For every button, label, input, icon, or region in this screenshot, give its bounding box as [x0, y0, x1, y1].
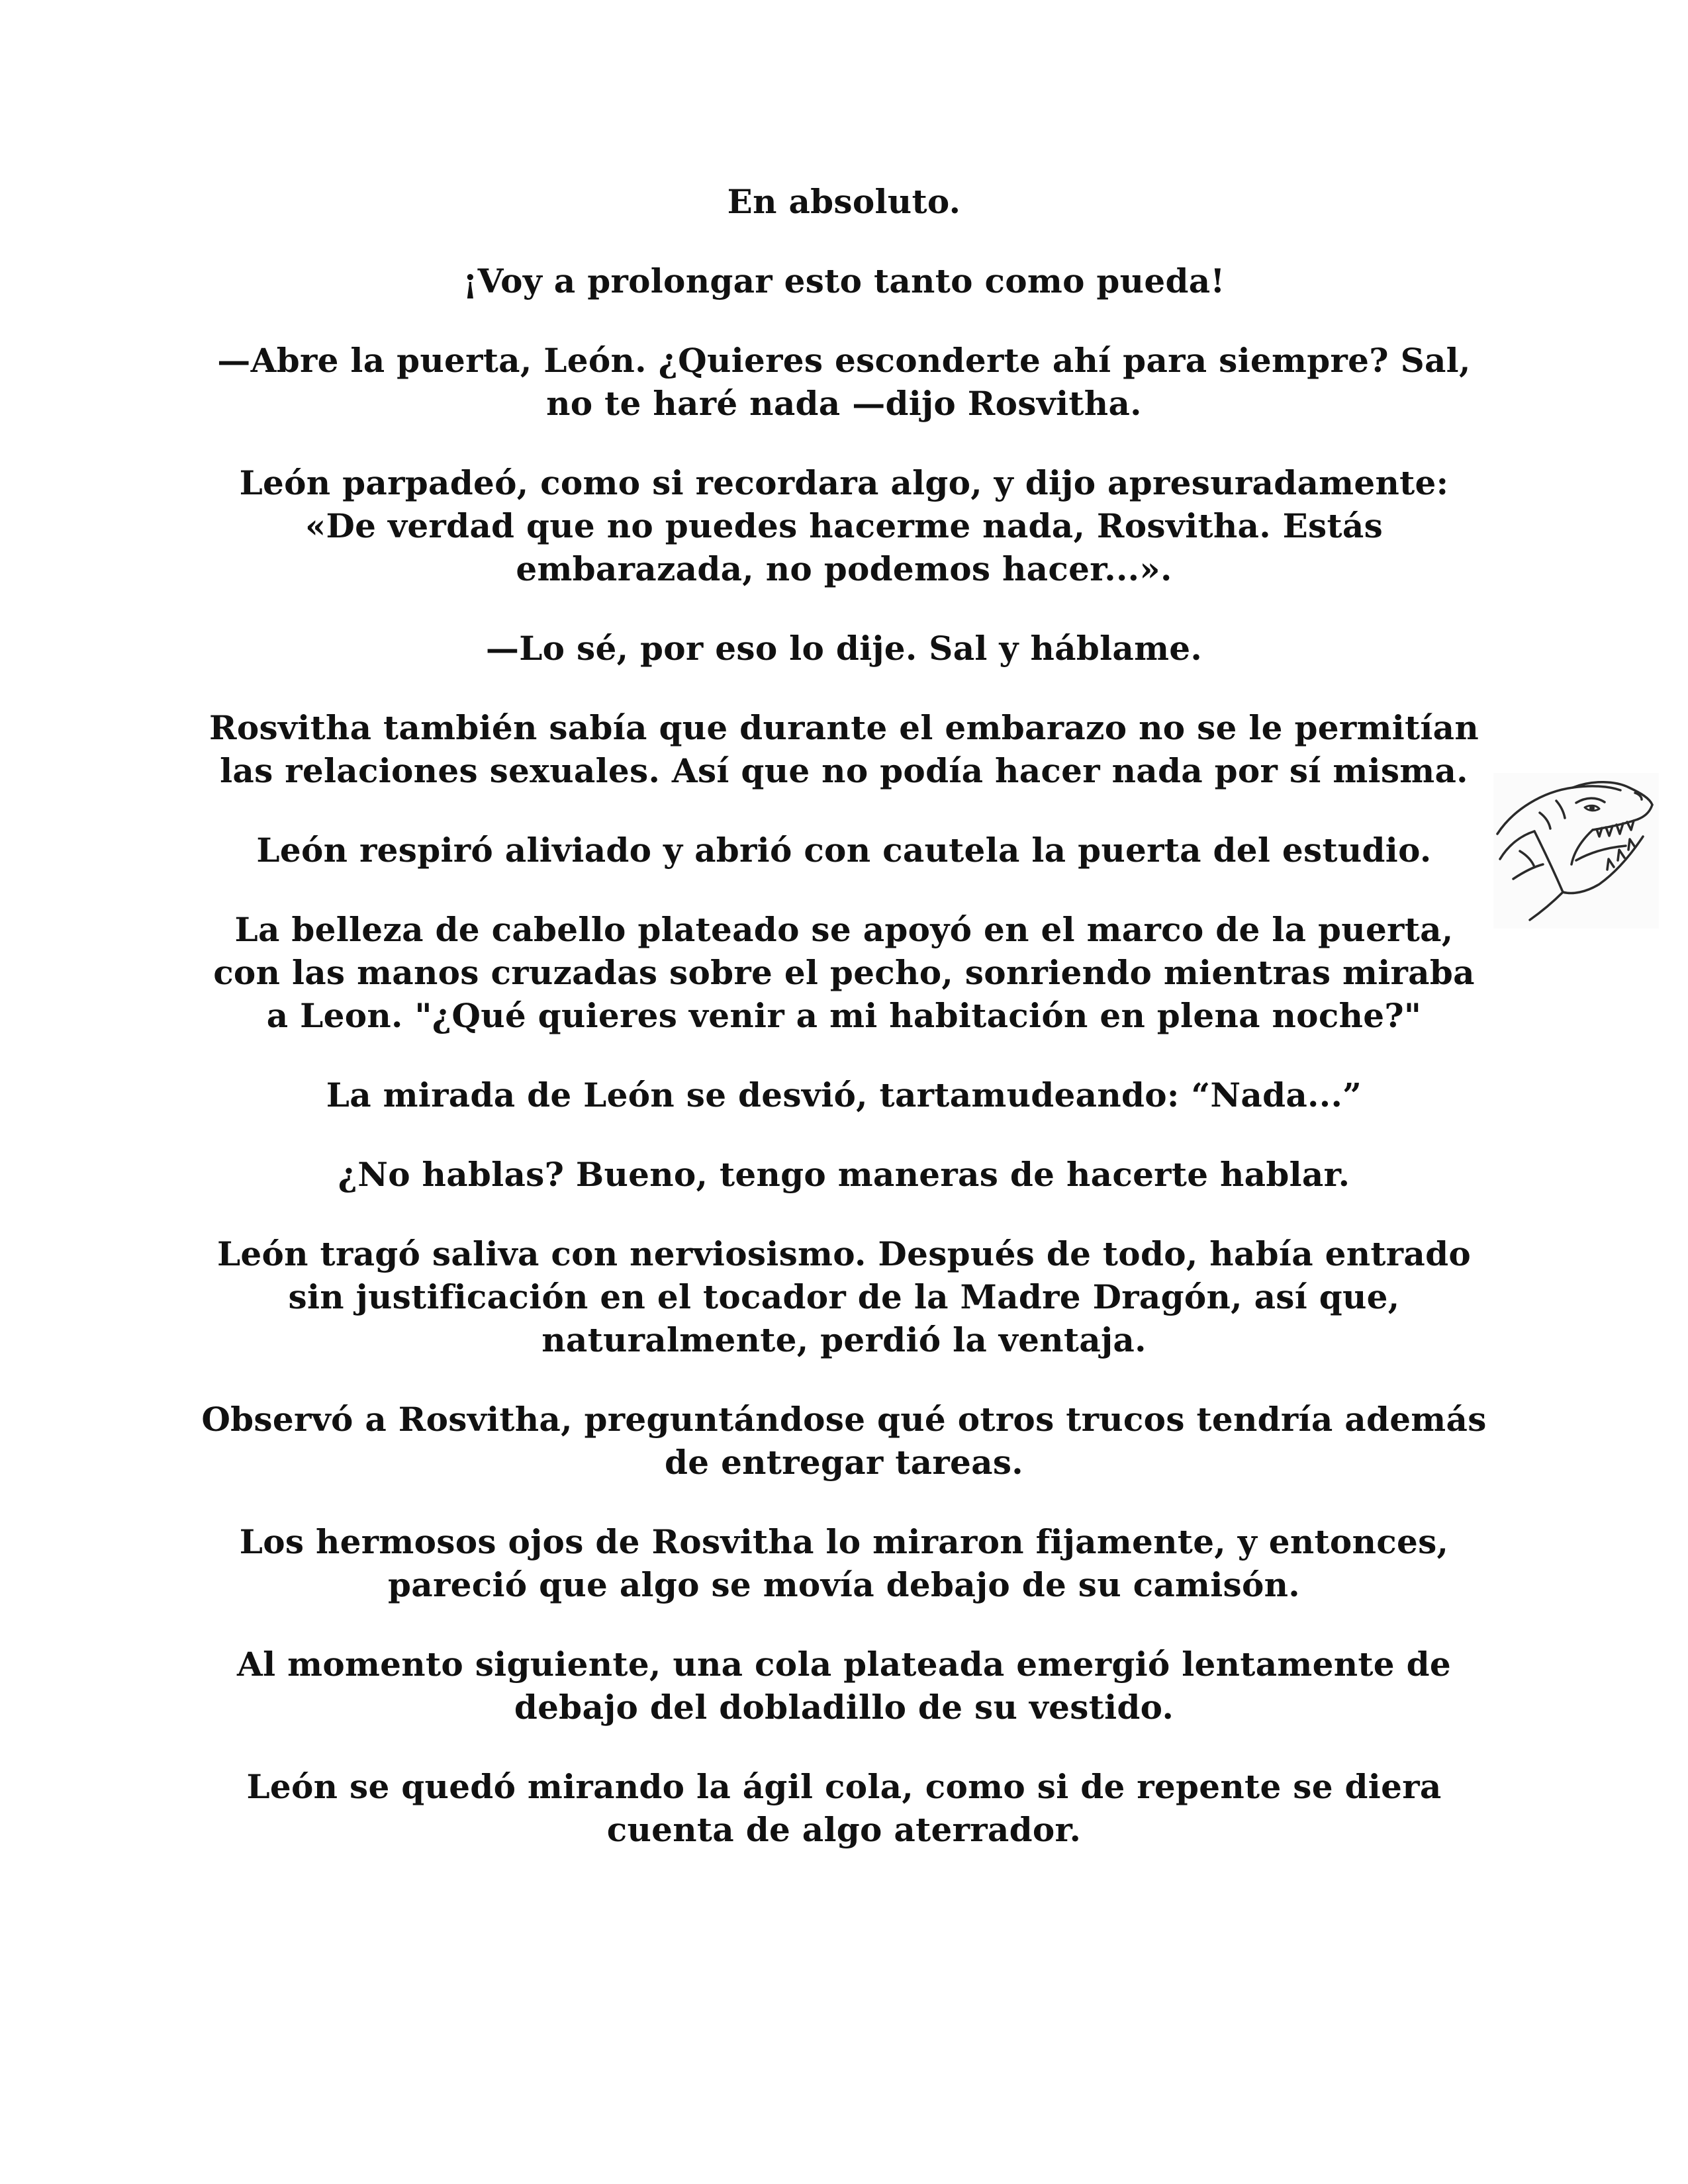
paragraph-13: Los hermosos ojos de Rosvitha lo miraron fijamente, y entonces, pareció que algo se movía debajo de su camisón.: [239, 1522, 1449, 1604]
paragraph-14: Al momento siguiente, una cola plateada emergió lentamente de debajo del dobladillo de su vestido.: [237, 1645, 1451, 1727]
paragraph-4: León parpadeó, como si recordara algo, y dijo apresuradamente: «De verdad que no puedes hacerme nada, Rosvitha. Estás embarazada, no podemos hacer...».: [239, 463, 1449, 588]
paragraph-1: En absoluto.: [727, 182, 961, 221]
story-text: [199, 180, 1489, 1888]
paragraph-12: Observó a Rosvitha, preguntándose qué otros trucos tendría además de entregar tareas.: [201, 1400, 1487, 1482]
paragraph-2: ¡Voy a prolongar esto tanto como pueda!: [463, 261, 1225, 300]
paragraph-3: —Abre la puerta, León. ¿Quieres esconderte ahí para siempre? Sal, no te haré nada —dijo Rosvitha.: [217, 341, 1471, 423]
paragraph-11: León tragó saliva con nerviosismo. Después de todo, había entrado sin justificación en el tocador de la Madre Dragón, así que, naturalmente, perdió la ventaja.: [216, 1234, 1472, 1359]
paragraph-6: Rosvitha también sabía que durante el embarazo no se le permitían las relaciones sexuales. Así que no podía hacer nada por sí misma.: [209, 708, 1479, 790]
paragraph-5: —Lo sé, por eso lo dije. Sal y háblame.: [485, 629, 1203, 668]
paragraph-7: León respiró aliviado y abrió con cautela la puerta del estudio.: [256, 831, 1432, 870]
paragraph-15: León se quedó mirando la ágil cola, como si de repente se diera cuenta de algo aterrador.: [246, 1767, 1442, 1849]
paragraph-10: ¿No hablas? Bueno, tengo maneras de hacerte hablar.: [338, 1155, 1350, 1194]
paragraph-8: La belleza de cabello plateado se apoyó en el marco de la puerta, con las manos cruzadas sobre el pecho, sonriendo mientras miraba a Leon. "¿Qué quieres venir a mi habitación en plena noche?": [213, 910, 1475, 1035]
paragraph-9: La mirada de León se desvió, tartamudeando: “Nada...”: [326, 1075, 1362, 1115]
dragon-head-sketch-icon: [1493, 773, 1659, 929]
